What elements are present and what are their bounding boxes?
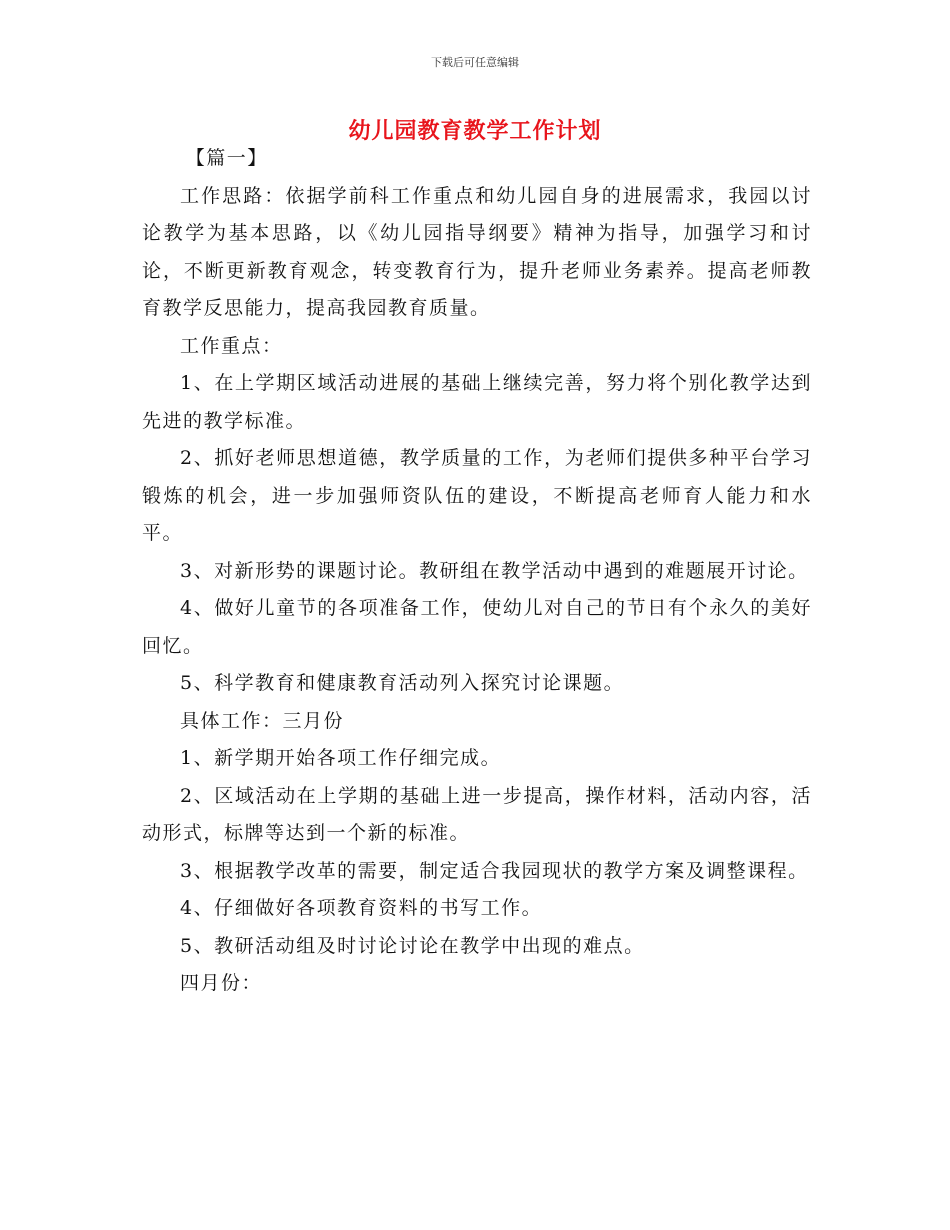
paragraph: 3、根据教学改革的需要，制定适合我园现状的教学方案及调整课程。	[180, 859, 809, 882]
paragraph: 2、抓好老师思想道德，教学质量的工作，为老师们提供多种平台学习锻炼的机会，进一步加强师资队伍的建设，不断提高老师育人能力和水平。	[142, 447, 812, 544]
paragraph: 4、做好儿童节的各项准备工作，使幼儿对自己的节日有个永久的美好回忆。	[142, 597, 812, 657]
paragraph: 工作思路：依据学前科工作重点和幼儿园自身的进展需求，我园以讨论教学为基本思路，以《幼儿园指导纲要》精神为指导，加强学习和讨论，不断更新教育观念，转变教育行为，提升老师业务素养。提高老师教育教学反思能力，提高我园教育质量。	[142, 184, 812, 319]
paragraph: 2、区域活动在上学期的基础上进一步提高，操作材料，活动内容，活动形式，标牌等达到一个新的标准。	[142, 784, 812, 844]
paragraph: 1、新学期开始各项工作仔细完成。	[180, 747, 502, 769]
paragraph: 5、科学教育和健康教育活动列入探究讨论课题。	[180, 672, 625, 694]
paragraph: 5、教研活动组及时讨论讨论在教学中出现的难点。	[180, 934, 645, 957]
document-body	[142, 140, 812, 1003]
document-title: 幼儿园教育教学工作计划	[348, 119, 602, 144]
header-note: 下载后可任意编辑	[431, 56, 519, 69]
paragraph: 四月份：	[180, 972, 263, 994]
paragraph: 3、对新形势的课题讨论。教研组在教学活动中遇到的难题展开讨论。	[180, 559, 809, 582]
paragraph: 4、仔细做好各项教育资料的书写工作。	[180, 897, 543, 919]
paragraph: 具体工作：三月份	[180, 709, 345, 732]
section-heading: 【篇一】	[185, 147, 268, 169]
paragraph: 1、在上学期区域活动进展的基础上继续完善，努力将个别化教学达到先进的教学标准。	[142, 372, 812, 432]
paragraph: 工作重点：	[180, 334, 283, 357]
